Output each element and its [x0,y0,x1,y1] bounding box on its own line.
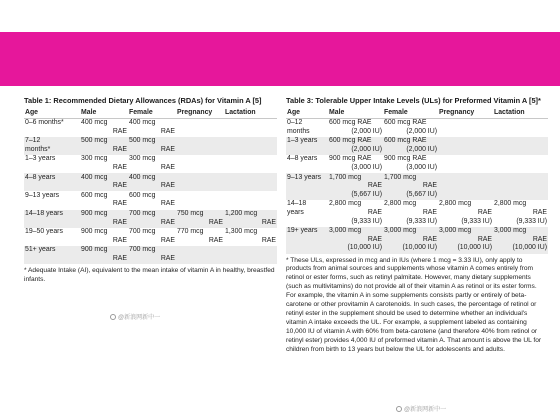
header-male: Male [328,108,383,119]
cell-line: 400 mcg [129,173,156,181]
cell-age [286,200,328,227]
cell-lactation [493,118,548,137]
cell-male [80,210,128,228]
cell-lactation [224,118,277,137]
header-female: Female [383,108,438,119]
cell-female [383,173,438,200]
cell-line: RAE [160,182,175,190]
cell-age [286,155,328,173]
cell-female [128,191,176,209]
cell-line: 900 mcg RAE [384,155,427,163]
cell-age [24,155,80,173]
header-age: Age [24,108,80,119]
table-row [24,210,277,228]
cell-lactation [224,155,277,173]
cell-line: 700 mcg [129,210,156,218]
cell-age [24,173,80,191]
ul-header-row [286,108,548,119]
cell-line: (9,333 IU) [351,217,382,225]
cell-line: 0–12 [287,119,303,127]
rda-table-title: Table 1: Recommended Dietary Allowances (RDAs) for Vitamin A [5] [24,96,262,105]
cell-age [24,246,80,264]
cell-female [383,137,438,155]
cell-line: 9–13 years [287,173,322,181]
cell-male [328,227,383,254]
cell-line: 600 mcg RAE [384,119,427,127]
watermark-icon [396,406,402,412]
ul-table-title: Table 3: Tolerable Upper Intake Levels (ULs) for Preformed Vitamin A [5]* [286,96,541,105]
header-pregnancy: Pregnancy [438,108,493,119]
header-male: Male [80,108,128,119]
cell-pregnancy [176,173,224,191]
cell-female [383,200,438,227]
cell-lactation [493,137,548,155]
header-age: Age [286,108,328,119]
rda-table [24,108,277,265]
cell-age [24,191,80,209]
cell-line: 3,000 mcg [439,227,472,235]
cell-line: RAE [112,218,127,226]
cell-age [24,228,80,246]
cell-line: 9–13 years [25,191,60,199]
cell-line: (2,000 IU) [351,145,382,153]
cell-line: (9,333 IU) [516,217,547,225]
cell-female [383,118,438,137]
cell-line: 3,000 mcg [329,227,362,235]
cell-lactation [493,227,548,254]
cell-female [128,118,176,137]
rda-header-row [24,108,277,119]
cell-line: 400 mcg [81,173,108,181]
table-row [286,173,548,200]
cell-line: 300 mcg [129,155,156,163]
cell-line: 900 mcg [81,210,108,218]
cell-line: (10,000 IU) [512,244,547,252]
header-female: Female [128,108,176,119]
cell-line: 600 mcg RAE [329,137,372,145]
cell-line: 900 mcg RAE [329,155,372,163]
table-row [24,173,277,191]
cell-line: (2,000 IU) [406,127,437,135]
header-pregnancy: Pregnancy [176,108,224,119]
cell-pregnancy [176,137,224,155]
cell-age [24,137,80,155]
cell-pregnancy [176,118,224,137]
cell-line: RAE [477,209,492,217]
table-row [24,118,277,137]
cell-line: 2,800 mcg [329,200,362,208]
cell-pregnancy [438,118,493,137]
cell-line: RAE [532,209,547,217]
cell-male [80,118,128,137]
cell-line: 14–18 [287,200,307,208]
cell-line: 1,700 mcg [384,173,417,181]
cell-lactation [493,200,548,227]
header-lactation: Lactation [224,108,277,119]
cell-line: 750 mcg [177,210,204,218]
cell-male [328,118,383,137]
cell-line: RAE [422,182,437,190]
cell-line: (2,000 IU) [406,145,437,153]
cell-line: 600 mcg RAE [384,137,427,145]
cell-pregnancy [438,200,493,227]
cell-line: 2,800 mcg [439,200,472,208]
cell-age [286,173,328,200]
cell-pregnancy [438,227,493,254]
cell-line: months [287,127,310,135]
cell-line: (10,000 IU) [457,244,492,252]
cell-line: RAE [532,235,547,243]
header-lactation: Lactation [493,108,548,119]
cell-line: 51+ years [25,246,56,254]
cell-line: 700 mcg [129,246,156,254]
cell-lactation [224,137,277,155]
cell-line: (9,333 IU) [461,217,492,225]
cell-line: 1,200 mcg [225,210,258,218]
cell-line: 4–8 years [287,155,318,163]
cell-male [328,137,383,155]
cell-lactation [224,173,277,191]
cell-line: RAE [160,145,175,153]
cell-line: 400 mcg [81,119,108,127]
cell-line: 3,000 mcg [384,227,417,235]
cell-lactation [224,191,277,209]
cell-line: 19+ years [287,227,318,235]
cell-line: (3,000 IU) [406,164,437,172]
cell-line: months* [25,145,51,153]
cell-line: RAE [112,127,127,135]
ul-table [286,108,548,254]
cell-male [80,191,128,209]
cell-pregnancy [176,246,224,264]
cell-line: RAE [160,218,175,226]
cell-female [128,228,176,246]
cell-lactation [493,173,548,200]
cell-line: RAE [112,145,127,153]
cell-line: 7–12 [25,137,41,145]
cell-line: RAE [160,127,175,135]
watermark-icon [110,314,116,320]
cell-male [80,228,128,246]
cell-male [328,200,383,227]
table-row [286,200,548,227]
cell-line: RAE [112,200,127,208]
table-row [286,137,548,155]
cell-line: RAE [367,209,382,217]
watermark-text: @新浪网新中一 [404,407,447,413]
cell-line: RAE [261,236,276,244]
cell-line: RAE [160,236,175,244]
cell-female [128,246,176,264]
cell-age [24,210,80,228]
cell-line: 900 mcg [81,228,108,236]
cell-line: RAE [367,182,382,190]
table-row [24,137,277,155]
cell-line: 500 mcg [129,137,156,145]
cell-line: RAE [367,235,382,243]
cell-line: RAE [422,209,437,217]
ul-table-panel [286,96,548,354]
cell-female [383,155,438,173]
cell-line: RAE [112,182,127,190]
table-row [286,118,548,137]
cell-pregnancy [176,210,224,228]
cell-line: 900 mcg [81,246,108,254]
watermark [110,312,160,321]
cell-line: (5,667 IU) [351,190,382,198]
cell-line: 600 mcg RAE [329,119,372,127]
table-row [24,191,277,209]
watermark [396,404,446,413]
cell-pregnancy [438,155,493,173]
cell-lactation [224,228,277,246]
cell-line: 1,700 mcg [329,173,362,181]
cell-line: 3,000 mcg [494,227,527,235]
cell-line: 500 mcg [81,137,108,145]
cell-line: 600 mcg [81,191,108,199]
cell-female [383,227,438,254]
cell-line: 300 mcg [81,155,108,163]
cell-line: RAE [261,218,276,226]
cell-line: RAE [160,255,175,262]
cell-pregnancy [438,137,493,155]
cell-line: RAE [477,235,492,243]
header-banner [0,32,560,86]
cell-line: 2,800 mcg [494,200,527,208]
cell-line: (2,000 IU) [351,127,382,135]
cell-age [286,118,328,137]
cell-male [328,173,383,200]
cell-line: 2,800 mcg [384,200,417,208]
cell-line: RAE [112,236,127,244]
cell-female [128,210,176,228]
rda-table-panel [24,96,277,285]
rda-footnote: * Adequate Intake (AI), equivalent to the mean intake of vitamin A in healthy, breastfed infants. [24,267,275,283]
cell-lactation [224,246,277,264]
cell-line: 700 mcg [129,228,156,236]
table-row [286,227,548,254]
cell-female [128,155,176,173]
cell-lactation [224,210,277,228]
table-row [24,228,277,246]
cell-pregnancy [176,191,224,209]
cell-line: RAE [422,235,437,243]
cell-line: RAE [208,236,223,244]
cell-age [286,227,328,254]
cell-line: years [287,209,304,217]
cell-line: 1–3 years [287,137,318,145]
table-row [24,246,277,264]
cell-line: (10,000 IU) [402,244,437,252]
cell-male [80,173,128,191]
cell-male [80,155,128,173]
cell-line: (10,000 IU) [347,244,382,252]
cell-line: 1–3 years [25,155,56,163]
cell-male [328,155,383,173]
cell-line: RAE [160,164,175,172]
cell-line: (3,000 IU) [351,164,382,172]
cell-line: 400 mcg [129,119,156,127]
cell-line: RAE [208,218,223,226]
cell-male [80,246,128,264]
watermark-text: @新浪网新中一 [118,315,161,321]
cell-pregnancy [438,173,493,200]
cell-female [128,173,176,191]
cell-line: RAE [160,200,175,208]
cell-lactation [493,155,548,173]
ul-footnote: * These ULs, expressed in mcg and in IUs (where 1 mcg = 3.33 IU), only apply to products from animal sources and supplements whose vitamin A comes entirely from retinol or ester forms, such as retinyl palmitate. However, many dietary supplements (such as multivitamins) do not provide all of their vitamin A as retinol or its ester forms. For example, the vitamin A in some supplements consists partly or entirely of beta-carotene or other provitamin A carotenoids. In such cases, the percentage of retinol or retinyl ester in the supplement should be used to determine whether an individual's vitamin A intake exceeds the UL. For example, a supplement labeled as containing 10,000 IU of vitamin A with 60% from beta-carotene (and therefore 40% from retinol or retinyl ester) provides 4,000 IU of preformed vitamin A. That amount is above the UL for children from birth to 13 years but below the UL for adolescents and adults. [286,256,542,353]
cell-line: RAE [112,255,127,262]
cell-line: 0–6 months* [25,119,64,127]
cell-male [80,137,128,155]
cell-line: (5,667 IU) [406,190,437,198]
cell-line: 19–50 years [25,228,63,236]
cell-line: RAE [112,164,127,172]
cell-pregnancy [176,155,224,173]
cell-age [286,137,328,155]
table-row [24,155,277,173]
cell-line: 14–18 years [25,210,63,218]
cell-line: 600 mcg [129,191,156,199]
cell-line: 1,300 mcg [225,228,258,236]
table-row [286,155,548,173]
cell-female [128,137,176,155]
cell-line: 4–8 years [25,173,56,181]
cell-age [24,118,80,137]
cell-pregnancy [176,228,224,246]
cell-line: (9,333 IU) [406,217,437,225]
cell-line: 770 mcg [177,228,204,236]
